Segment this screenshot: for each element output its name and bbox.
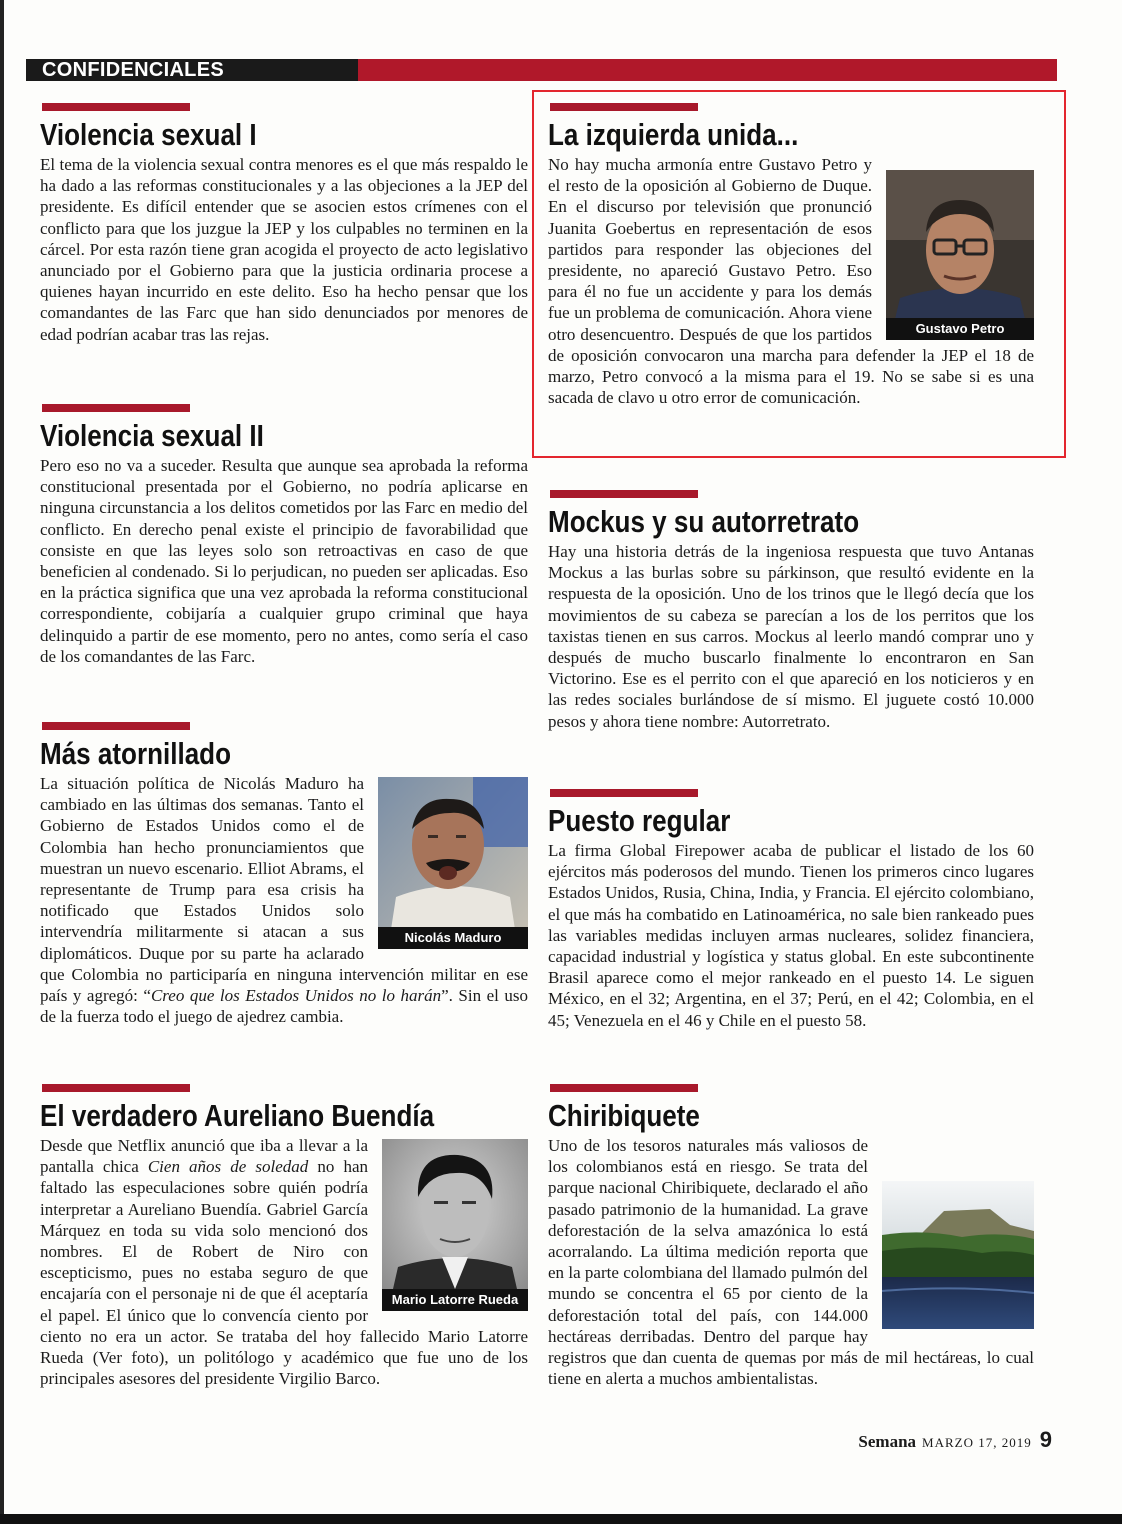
article-body: Uno de los tesoros naturales más valiosos de los colombianos está en riesgo. Se trata del parque nacional Chiribiquete, declarado el año pasado patrimonio de la humanidad. La grave deforestación de la selva amazónica lo está acorralando. La última medición reporta que en la parte colombiana del llamado pulmón del mundo se concentra el 65 por ciento de la deforestación total del país, con 144.000 hectáreas derribadas. Dentro del parque hay registros que dan cuenta de quemas por más de mil hectáreas, lo cual tiene en alerta a muchos ambientalistas. xyxy=(548,1136,1034,1389)
title-bar xyxy=(42,722,190,730)
latorre-photo xyxy=(382,1139,528,1311)
title-bar xyxy=(42,103,190,111)
article-mas-atornillado xyxy=(40,722,528,1027)
article-title: Más atornillado xyxy=(40,736,231,771)
article-puesto-regular xyxy=(548,789,1034,1031)
issue-date: MARZO 17, 2019 xyxy=(922,1435,1032,1450)
article-body: Hay una historia detrás de la ingeniosa respuesta que tuvo Antanas Mockus a las burlas sobre su párkinson, que resultó evidente en la respuesta de la oposición. Uno de los trinos que le llegó decía que los movimientos de su cabeza se parecían a los de los perritos que los taxistas tienen en sus carros. Mockus al leerlo mandó comprar uno y después de mucho buscarlo finalmente lo encontraron en San Victorino. Ese es el perrito con el que apareció en los noticieros y en las redes sociales burlándose de sí mismo. El juguete costó 10.000 pesos y ahora tiene nombre: Autorretrato. xyxy=(548,542,1034,731)
article-title: Mockus y su autorretrato xyxy=(548,504,860,539)
article-title: El verdadero Aureliano Buendía xyxy=(40,1098,435,1133)
photo-caption: Mario Latorre Rueda xyxy=(382,1289,528,1311)
section-header xyxy=(26,59,358,81)
publication-name: Semana xyxy=(858,1432,917,1451)
photo-caption: Nicolás Maduro xyxy=(378,927,528,949)
latorre-portrait xyxy=(382,1139,528,1311)
article-violencia-sexual-1 xyxy=(40,103,528,345)
scan-edge xyxy=(0,0,4,1524)
title-bar xyxy=(550,789,698,797)
title-bar xyxy=(550,490,698,498)
article-body: La firma Global Firepower acaba de publicar el listado de los 60 ejércitos más poderosos del mundo. Tienen los primeros cinco lugares Estados Unidos, Rusia, China, India, y Francia. El ejército colombiano, el que más ha combatido en Latinoamérica, no sale bien rankeado pues las variables medidas incluyen armas nucleares, solidez financiera, capacidad industrial y logística y status global. En este subcontinente Brasil aparece como el mejor rankeado en el puesto 14. Le siguen México, en el 32; Argentina, en el 37; Perú, en el 42; Colombia, en el 45; Venezuela en el 46 y Chile en el puesto 58. xyxy=(548,841,1034,1030)
landscape-photo xyxy=(882,1181,1034,1329)
article-title: Puesto regular xyxy=(548,803,731,838)
chiribiquete-photo xyxy=(882,1181,1034,1329)
photo-caption: Gustavo Petro xyxy=(886,318,1034,340)
article-title: Chiribiquete xyxy=(548,1098,700,1133)
article-title: Violencia sexual I xyxy=(40,117,257,152)
scan-edge xyxy=(0,1514,1122,1524)
article-title: Violencia sexual II xyxy=(40,418,264,453)
title-bar xyxy=(550,103,698,111)
article-body: Pero eso no va a suceder. Resulta que aunque sea aprobada la reforma constitucional presentada por el Gobierno, no podría aplicarse en ninguna circunstancia a los delitos cometidos por las Farc en medio del conflicto. En derecho penal existe el principio de favorabilidad que consiste en que las leyes solo son retroactivas en caso de que beneficien al condenado. Si lo perjudican, no pueden ser aplicadas. Eso en la práctica significa que una vez aprobada la reforma constitucional correspondiente, cobijaría a cualquier grupo criminal que haya delinquido a partir de ese momento, pero no antes, como sería el caso de los comandantes de las Farc. xyxy=(40,456,528,666)
article-izquierda-unida xyxy=(548,103,1034,408)
maduro-photo xyxy=(378,777,528,949)
petro-portrait xyxy=(886,170,1034,340)
petro-photo xyxy=(886,170,1034,340)
page-footer xyxy=(858,1427,1052,1453)
article-body: La situación política de Nicolás Maduro ha cambiado en las últimas dos semanas. Tanto el Gobierno de Estados Unidos como el de Colombia han hecho pronunciamientos que muestran un nuevo escenario. Elliot Abrams, el representante de Trump para esa crisis ha notificado que Estados Unidos solo intervendría militarmente si atacan a sus diplomáticos. Duque por su parte ha aclarado que Colombia no participaría en ninguna intervención militar en ese país y agregó: “Creo que los Estados Unidos no lo harán”. Sin el uso de la fuerza todo el juego de ajedrez cambia. xyxy=(40,774,529,1027)
article-body: No hay mucha armonía entre Gustavo Petro y el resto de la oposición al Gobierno de Duque. En el discurso por televisión que pronunció Juanita Goebertus en representación de esos partidos para responder las objeciones del presidente, no apareció Gustavo Petro. Eso para él no fue un accidente y para los demás fue un problema de comunicación. Ahora viene otro desencuentro. Después de que los partidos de oposición convocaron una marcha para defender la JEP el 18 de marzo, Petro convocó a la misma para el 19. No se sabe si es una sacada de clavo u otro error de comunicación. xyxy=(548,155,1034,408)
article-body: Desde que Netflix anunció que iba a llevar a la pantalla chica Cien años de soledad no han faltado las especulaciones sobre quién podría interpretar a Aureliano Buendía. Gabriel García Márquez en toda su vida solo mencionó dos nombres. El de Robert de Niro con escepticismo, pues no estaba seguro de que encajaría con el personaje ni de que él aceptaría el papel. El único que lo convencía ciento por ciento no era un actor. Se trataba del hoy fallecido Mario Latorre Rueda (Ver foto), un politólogo y académico que fue uno de los principales asesores del presidente Virgilio Barco. xyxy=(40,1136,528,1389)
article-body: El tema de la violencia sexual contra menores es el que más respaldo le ha dado a las reformas constitucionales y a las objeciones a la JEP del presidente. Es difícil entender que se asocien estos crímenes con el conflicto para que los juzgue la JEP y los culpables no terminen en la cárcel. Por esta razón tiene gran acogida el proyecto de acto legislativo anunciado por el Gobierno para que la justicia ordinaria procese a quienes hayan incurrido en este delito. Eso ha hecho pensar que los comandantes de las Farc que han sido denunciados por menores de edad podrían acabar tras las rejas. xyxy=(40,155,528,344)
title-bar xyxy=(42,1084,190,1092)
title-bar xyxy=(550,1084,698,1092)
book-title: Cien años de soledad xyxy=(147,1157,309,1177)
quote: Creo que los Estados Unidos no lo harán xyxy=(150,986,442,1006)
article-title: La izquierda unida... xyxy=(548,117,799,152)
article-violencia-sexual-2 xyxy=(40,404,528,667)
maduro-portrait xyxy=(378,777,528,949)
article-aureliano-buendia xyxy=(40,1084,528,1389)
section-label: CONFIDENCIALES xyxy=(42,59,224,81)
article-chiribiquete xyxy=(548,1084,1034,1389)
title-bar xyxy=(42,404,190,412)
page-number: 9 xyxy=(1039,1427,1052,1452)
article-mockus xyxy=(548,490,1034,732)
